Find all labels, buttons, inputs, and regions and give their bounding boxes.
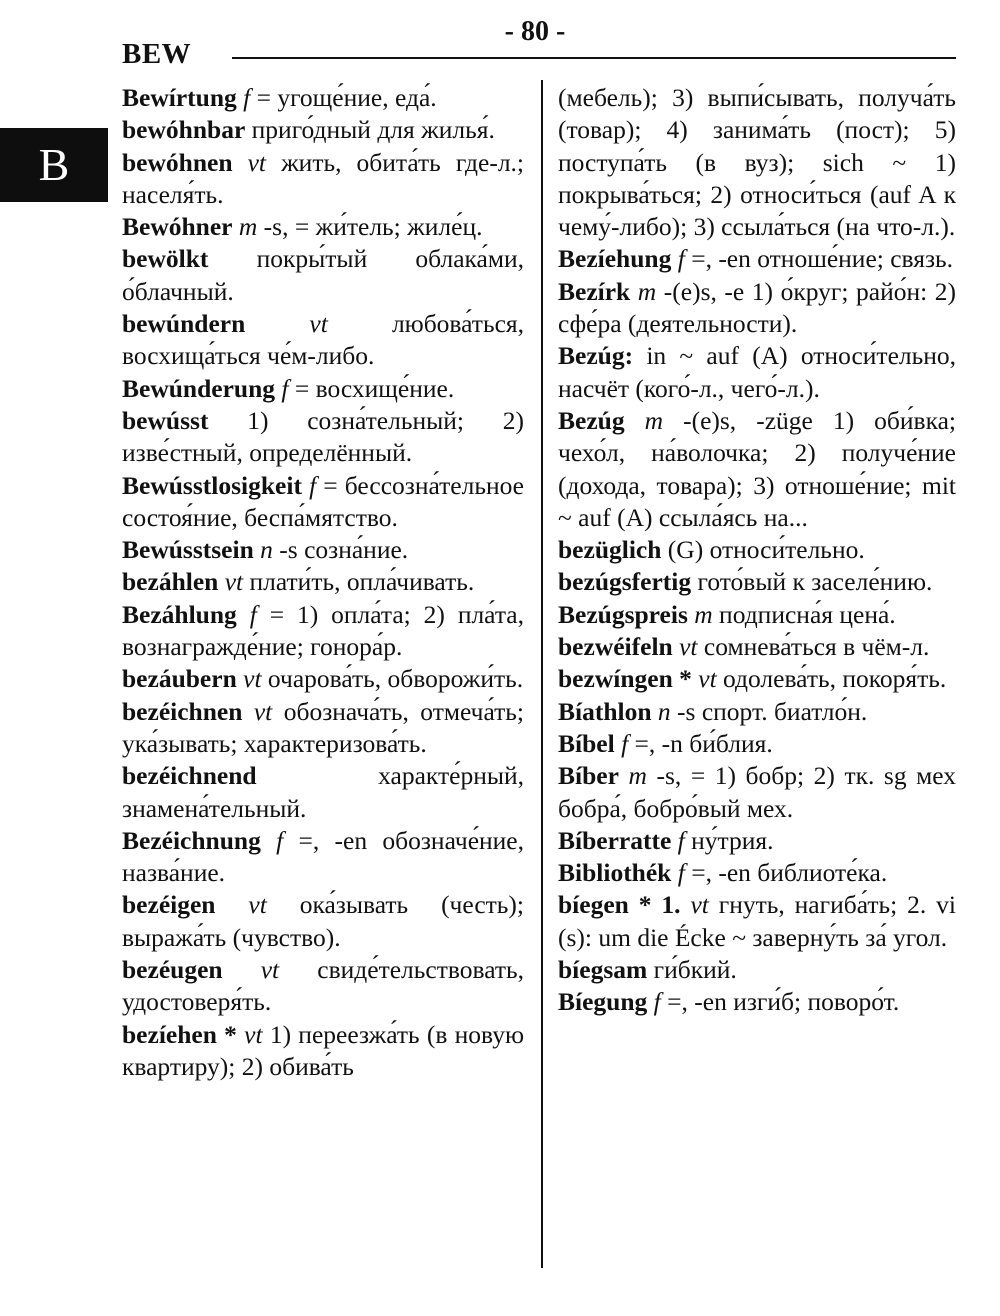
dictionary-entry [558,857,956,889]
entry-translation: =, -en библиоте́ка. [691,858,888,888]
entry-headword: Bezíehung [558,244,672,274]
entry-headword: Bewússtsein [122,535,254,565]
entry-headword: bezwíngen * [558,664,692,694]
entry-headword: bezáubern [122,664,237,694]
entry-headword: Bezírk [558,276,631,306]
dictionary-entry [122,1019,524,1084]
entry-translation: ну́трия. [691,825,774,855]
entry-translation: = восхище́ние. [294,373,455,403]
entry-headword: bíegen * 1. [558,890,681,920]
entry-headword: Bezúgspreis [558,599,688,629]
entry-headword: Bíberratte [558,825,672,855]
entry-grammar: f [276,825,284,855]
entry-translation: характе́рный, знамена́тельный. [122,761,524,823]
entry-grammar: vt [690,890,709,920]
entry-headword: Bewóhner [122,212,233,242]
entry-headword: Bíegung [558,987,648,1017]
entry-translation: одолева́ть, покоря́ть. [723,664,947,694]
entry-translation: плати́ть, опла́чивать. [249,567,475,597]
dictionary-entry [558,276,956,341]
entry-headword: Bewússtlosigkeit [122,470,302,500]
entry-translation: приго́дный для жилья́. [251,115,495,145]
entry-grammar: vt [679,632,698,662]
entry-translation: подписна́я цена́. [719,599,896,629]
dictionary-entry [558,340,956,405]
entry-grammar: m [238,212,258,242]
column-divider [541,80,543,1268]
dictionary-entry [122,308,524,373]
dictionary-entry [558,954,956,986]
entry-headword: Bewúnderung [122,373,276,403]
dictionary-entry [122,825,524,890]
entry-headword: Bíathlon [558,696,652,726]
entry-translation: -(e)s, -züge 1) оби́вка; чехо́л, на́волочка; 2) получе́ние (дохода, товара); 3) отноше́ние; mit ~ auf (A) ссыла́ясь на... [558,405,957,532]
dictionary-entry [122,954,524,1019]
entry-headword: Bezáhlung [122,599,237,629]
entry-translation: (мебель); 3) выпи́сывать, получа́ть (товар); 4) занима́ть (пост); 5) поступа́ть (в вуз); sich ~ 1) покрыва́ться; 2) относи́ться (auf A к чему́-либо); 3) ссыла́ться (на что-л.). [558,83,956,242]
entry-headword: Bezúg [558,405,625,435]
entry-grammar: vt [224,567,244,597]
entry-translation: очарова́ть, обворожи́ть. [267,664,524,694]
dictionary-entry [122,696,524,761]
dictionary-entry [558,405,956,534]
entry-translation: (G) относи́тельно. [667,535,865,565]
entry-translation: сомнева́ться в чём-л. [703,632,930,662]
entry-grammar: vt [309,309,328,339]
entry-headword: Bibliothék [558,858,672,888]
entry-grammar: vt [244,1019,263,1049]
entry-translation: обознача́ть, отмеча́ть; ука́зывать; характеризова́ть. [122,696,525,758]
entry-grammar: n [260,535,273,565]
guide-word: BEW [122,38,192,70]
entry-headword: Bíber [558,761,619,791]
entry-headword: bezwéifeln [558,632,673,662]
page-number: - 80 - [470,16,600,48]
entry-grammar: f [309,470,317,500]
dictionary-entry [558,243,956,275]
entry-translation: ги́бкий. [653,955,737,985]
entry-translation: = бессозна́тельное состоя́ние, беспа́мятство. [122,470,524,532]
entry-headword: bezáhlen [122,567,219,597]
entry-headword: bezéichnen [122,696,243,726]
dictionary-entry [122,534,524,566]
dictionary-entry [558,82,956,243]
entry-translation: 1) переезжа́ть (в новую квартиру); 2) обива́ть [122,1019,525,1081]
dictionary-entry [122,114,524,146]
dictionary-entry [558,534,956,566]
entry-headword: bezéugen [122,955,223,985]
left-column [122,82,524,1083]
dictionary-entry [558,728,956,760]
entry-translation: =, -en отноше́ние; связь. [691,244,954,274]
entry-grammar: vt [247,147,266,177]
entry-translation: =, -n би́блия. [634,728,773,758]
entry-grammar: vt [698,664,717,694]
dictionary-entry [558,663,956,695]
dictionary-entry [558,760,956,825]
entry-headword: bezúgsfertig [558,567,692,597]
entry-grammar: m [637,276,657,306]
entry-grammar: f [243,83,251,112]
entry-headword: bezéichnend [122,761,257,791]
dictionary-entry [122,82,524,114]
entry-translation: -(e)s, -e 1) о́круг; райо́н: 2) сфе́ра (деятельности). [558,276,956,339]
entry-translation: -s созна́ние. [279,535,409,565]
dictionary-entry [122,889,524,954]
entry-headword: Bezéichnung [122,825,261,855]
dictionary-entry [558,825,956,857]
dictionary-entry [558,696,956,728]
entry-grammar: m [694,599,713,629]
entry-headword: bewóhnbar [122,115,246,145]
entry-translation: гото́вый к заселе́нию. [697,567,933,597]
entry-headword: bíegsam [558,955,648,985]
dictionary-entry [558,566,956,598]
entry-headword: bezüglich [558,535,662,565]
entry-grammar: f [249,599,257,629]
entry-translation: = 1) опла́та; 2) пла́та, вознагражде́ние; гонора́р. [122,599,524,662]
entry-translation: = угоще́ние, еда́. [256,83,437,112]
entry-headword: bezíehen * [122,1019,237,1049]
dictionary-entry [122,405,524,470]
dictionary-entry [122,566,524,598]
entry-grammar: vt [253,696,273,726]
dictionary-entry [122,243,524,308]
entry-headword: bewölkt [122,244,209,274]
right-column [558,82,956,1019]
entry-grammar: m [628,761,647,791]
entry-translation: 1) созна́тельный; 2) изве́стный, определённый. [122,405,524,468]
dictionary-entry [122,373,524,405]
entry-translation: покры́тый облака́ми, о́блачный. [122,244,525,306]
dictionary-entry [122,663,524,695]
dictionary-entry [122,470,524,535]
entry-translation: -s, = жи́тель; жиле́ц. [263,212,483,242]
entry-headword: bewúndern [122,309,246,339]
entry-grammar: f [653,987,661,1017]
dictionary-entry [122,760,524,825]
entry-translation: =, -en изги́б; поворо́т. [667,987,900,1017]
dictionary-entry [558,889,956,954]
entry-headword: Bezúg: [558,341,634,371]
entry-translation: -s спорт. биатло́н. [677,696,868,726]
entry-headword: bewússt [122,405,209,435]
entry-headword: Bíbel [558,728,615,758]
entry-grammar: f [677,858,685,888]
entry-grammar: m [644,405,664,435]
entry-translation: свиде́тельствовать, удостоверя́ть. [122,955,524,1017]
entry-grammar: vt [248,890,267,920]
letter-tab: B [0,128,108,202]
entry-grammar: vt [243,664,262,694]
entry-grammar: f [621,728,629,758]
entry-translation: гнуть, нагиба́ть; 2. vi (s): um die Écke ~ заверну́ть за́ угол. [558,890,956,952]
entry-translation: in ~ auf (A) относи́тельно, насчёт (кого́-л., чего́-л.). [558,341,957,403]
dictionary-entry [122,211,524,243]
dictionary-entry [558,631,956,663]
entry-translation: любова́ться, восхища́ться че́м-либо. [122,309,524,371]
dictionary-entry [558,599,956,631]
entry-translation: =, -en обозначе́ние, назва́ние. [122,825,524,888]
entry-headword: Bewírtung [122,83,237,112]
entry-grammar: f [281,373,289,403]
dictionary-entry [122,599,524,664]
entry-translation: -s, = 1) бобр; 2) тк. sg мех бобра́, бобро́вый мех. [558,761,957,823]
dictionary-entry [558,986,956,1018]
entry-translation: жить, обита́ть где-л.; населя́ть. [122,147,525,209]
entry-translation: ока́зывать (честь); выража́ть (чувство). [122,890,525,952]
dictionary-entry [122,147,524,212]
entry-grammar: f [677,825,685,855]
entry-grammar: f [677,244,685,274]
entry-headword: bewóhnen [122,147,233,177]
header-rule [232,57,956,59]
entry-headword: bezéigen [122,890,216,920]
entry-grammar: n [657,696,671,726]
entry-grammar: vt [260,955,280,985]
